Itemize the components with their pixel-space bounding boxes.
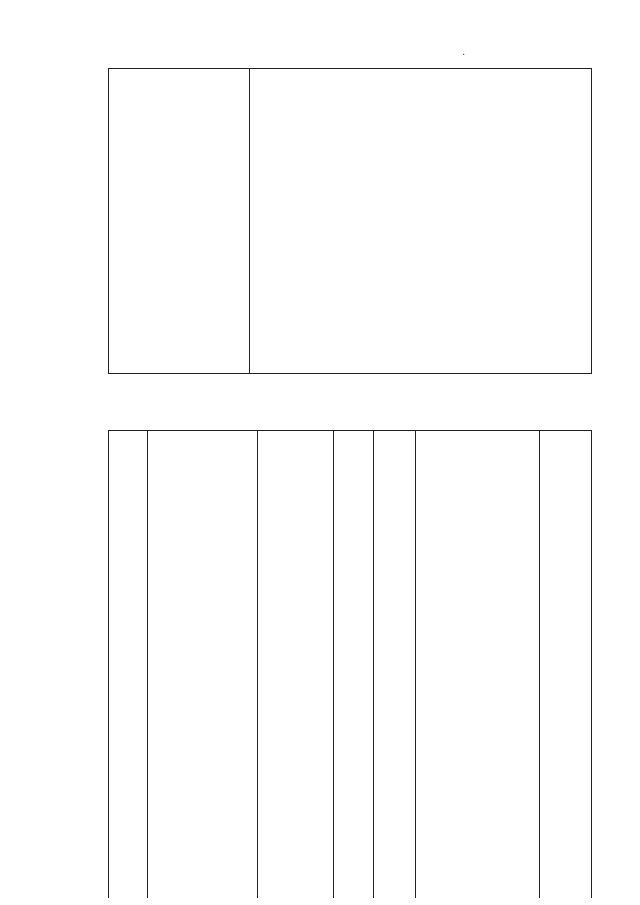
table-divider bbox=[373, 431, 374, 898]
table-divider bbox=[539, 431, 540, 898]
table-divider bbox=[147, 431, 148, 898]
program-table-row bbox=[108, 430, 592, 898]
top-table-fragment bbox=[108, 68, 592, 374]
table-divider bbox=[257, 431, 258, 898]
table-divider bbox=[415, 431, 416, 898]
table-divider bbox=[249, 69, 250, 373]
scan-dot: · bbox=[462, 50, 466, 61]
table-divider bbox=[333, 431, 334, 898]
